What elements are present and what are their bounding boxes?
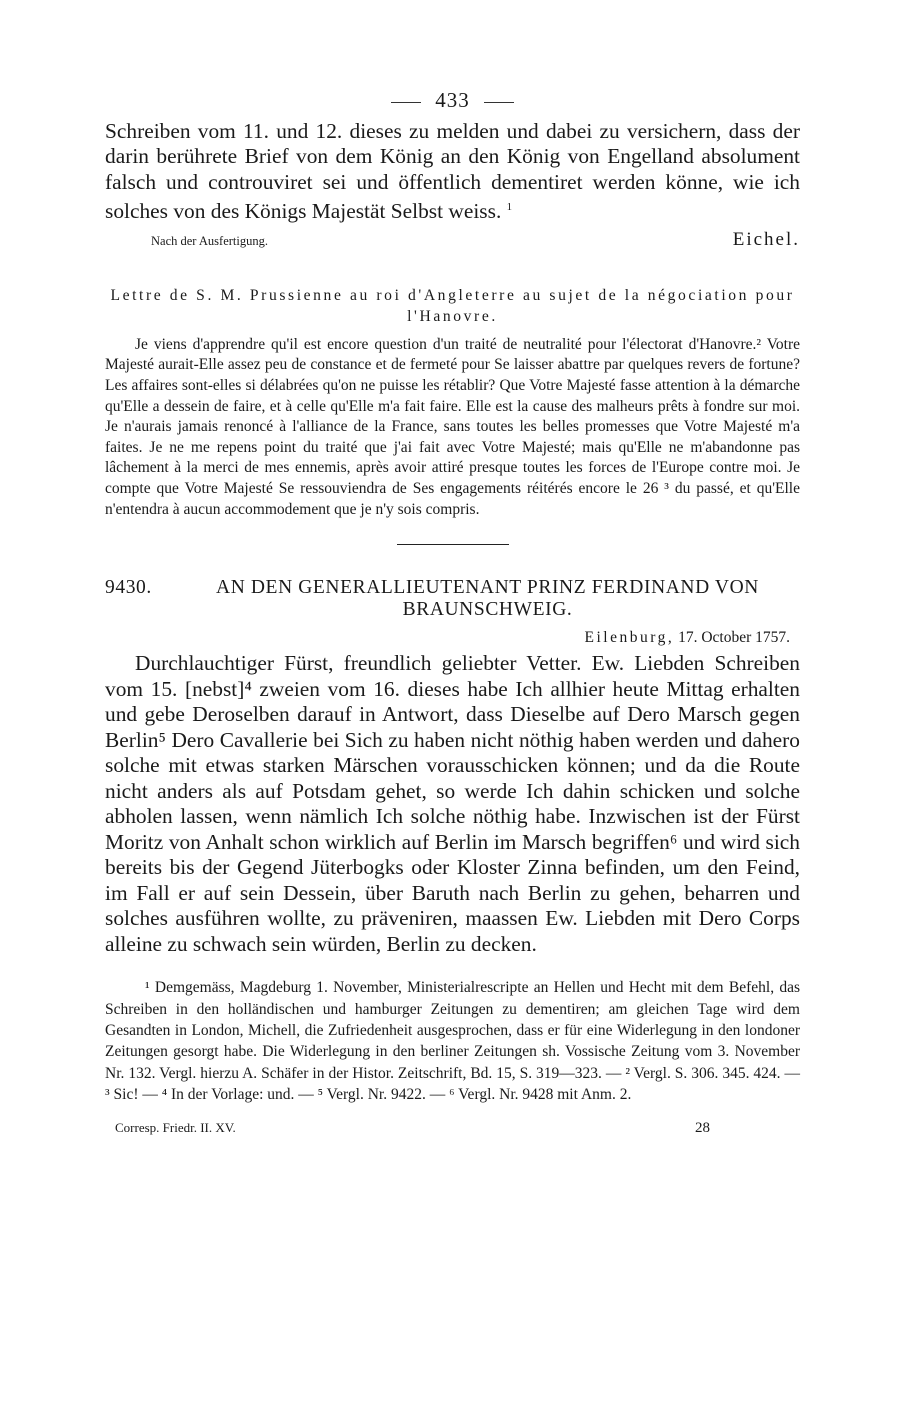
header-dash-left <box>391 102 421 103</box>
document-number: 9430. <box>105 577 152 599</box>
footer-series: Corresp. Friedr. II. XV. <box>115 1119 236 1135</box>
previous-letter-footnote-marker: 1 <box>506 201 513 214</box>
page-footer <box>105 1120 800 1137</box>
document-heading <box>105 577 800 621</box>
previous-letter-text <box>105 119 800 225</box>
page-number: 433 <box>435 88 470 112</box>
french-letter-title: Lettre de S. M. Prussienne au roi d'Angleterre au sujet de la négociation pour l'Hanovre. <box>110 286 795 325</box>
french-letter-body: Je viens d'apprendre qu'il est encore question d'un traité de neutralité pour l'électorat d'Hanovre.² Votre Majesté aurait-Elle assez peu de constance et de fermeté pour Se laisser abattre par quelques revers de fortune? Les affaires sont-elles si délabrées qu'on ne puisse les rétablir? Que Votre Majesté fasse attention à la démarche qu'Elle a dessein de faire, et à celle qu'Elle m'a fait faire. Elle est la cause des malheurs prêts à fondre sur moi. Je n'aurais jamais renoncé à l'alliance de la France, sans toutes les belles promesses que Votre Majesté m'a faites. Je ne me repens point du traité que j'ai fait avec Votre Majesté; mais qu'Elle ne m'abandonne pas lâchement à la merci de mes ennemis, après avoir attiré presque toutes les forces de l'Europe contre moi. Je compte que Votre Majesté Se ressouviendra de Ses engagements réitérés encore le 26 ³ du passé, et qu'Elle n'entendra à aucun accommodement que je n'y sois compris. <box>105 335 800 518</box>
page <box>105 88 800 1137</box>
footnotes <box>105 977 800 1105</box>
signature-row <box>105 229 800 251</box>
dateline <box>105 629 800 647</box>
previous-letter-body: Schreiben vom 11. und 12. dieses zu melden und dabei zu versichern, dass der darin berührete Brief von dem König an den König von Engelland absolument falsch und controuviret sei und öffentlich dementiret werden könne, wie ich solches von des Königs Majestät Selbst weiss. <box>105 119 800 224</box>
document-body: Durchlauchtiger Fürst, freundlich geliebter Vetter. Ew. Liebden Schreiben vom 15. [nebst]⁴ zweien vom 16. dieses habe Ich allhier heute Mittag erhalten und gebe Deroselben darauf in Antwort, dass Dieselbe auf Dero Marsch gegen Berlin⁵ Dero Cavallerie bei Sich zu haben nicht nöthig haben werden und dahero solche mit etwas starken Märschen vorausschicken können; und da die Route nicht anders als auf Potsdam gehet, so werde Ich dahin schicken und solche abholen lassen, wenn nämlich Ich solche nöthig habe. Inzwischen ist der Fürst Moritz von Anhalt schon wirklich auf Berlin im Marsch begriffen⁶ und wird sich bereits bis der Gegend Jüterbogks oder Kloster Zinna befinden, um den Feind, im Fall er auf sein Dessein, über Baruth nach Berlin zu gehen, beharren und solches ausführen wollte, zu präveniren, maassen Ew. Liebden mit Dero Corps alleine zu schwach sein würden, Berlin zu decken. <box>105 651 800 956</box>
section-divider <box>397 544 509 545</box>
document-title: AN DEN GENERALLIEUTENANT PRINZ FERDINAND VON BRAUNSCHWEIG. <box>216 577 759 621</box>
page-header <box>105 88 800 113</box>
footnote-text: ¹ Demgemäss, Magdeburg 1. November, Ministerialrescripte an Hellen und Hecht mit dem Befehl, das Schreiben in den holländischen und hamburger Zeitungen zu dementiren; am gleichen Tage wird dem Gesandten in London, Michell, die Zufriedenheit ausgesprochen, dass er für eine Widerlegung in den londoner Zeitungen gesorgt habe. Die Widerlegung in den berliner Zeitungen sh. Vossische Zeitung vom 3. November Nr. 132. Vergl. hierzu A. Schäfer in der Histor. Zeitschrift, Bd. 15, S. 319—323. — ² Vergl. S. 306. 345. 424. — ³ Sic! — ⁴ In der Vorlage: und. — ⁵ Vergl. Nr. 9422. — ⁶ Vergl. Nr. 9428 mit Anm. 2. <box>105 979 800 1104</box>
dateline-date: 17. October 1757. <box>678 629 790 647</box>
source-note: Nach der Ausfertigung. <box>151 233 268 248</box>
footer-sheet-number: 28 <box>695 1119 710 1136</box>
dateline-place: Eilenburg, <box>584 629 675 647</box>
header-dash-right <box>484 102 514 103</box>
signature: Eichel. <box>732 228 800 250</box>
